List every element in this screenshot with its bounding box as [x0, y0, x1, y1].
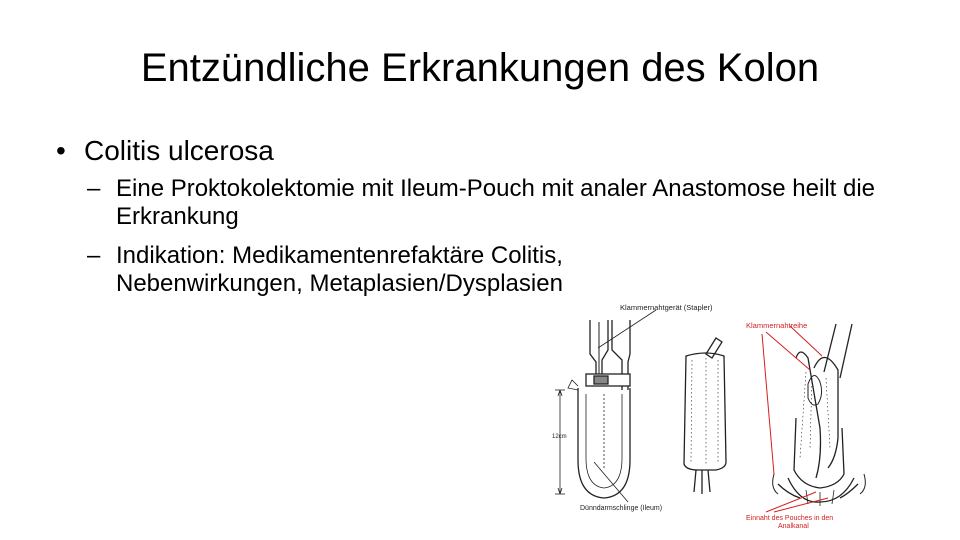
length-label: 12cm: [552, 434, 567, 440]
sub-bullet-item: [87, 242, 936, 298]
sub-bullet-list: [87, 175, 936, 298]
pouch-suture-label-line1: Einnaht des Pouches in den: [746, 515, 834, 522]
stapler-label: Klammernahtgerät (Stapler): [620, 303, 713, 312]
sub-bullet-marker: –: [87, 242, 101, 269]
staple-line-label: Klammernahtreihe: [746, 321, 808, 330]
bullet-text: Colitis ulcerosa: [84, 135, 274, 166]
sub-bullet-text: Eine Proktokolektomie mit Ileum-Pouch mit analer Anastomose heilt die Erkrankung: [116, 175, 876, 230]
ileum-pouch-illustration: [538, 298, 870, 534]
pouch-suture-label-line2: Analkanal: [778, 523, 809, 530]
bullet-list: [56, 133, 936, 309]
bullet-item: [56, 133, 936, 298]
slide-title: Entzündliche Erkrankungen des Kolon: [140, 46, 820, 90]
sub-bullet-marker: –: [87, 175, 101, 202]
bullet-marker: •: [56, 135, 66, 166]
stapler-pouch-panel: [555, 310, 656, 502]
sub-bullet-text: Indikation: Medikamentenrefaktäre Colitis, Nebenwirkungen, Metaplasien/Dysplasien: [116, 242, 563, 297]
straight-pouch-panel: [684, 338, 726, 494]
ileum-pouch-drawing: [538, 298, 870, 534]
sub-bullet-item: [87, 175, 936, 231]
ileum-loop-label: Dünndarmschlinge (Ileum): [580, 505, 663, 512]
anastomosis-panel: [773, 324, 866, 506]
